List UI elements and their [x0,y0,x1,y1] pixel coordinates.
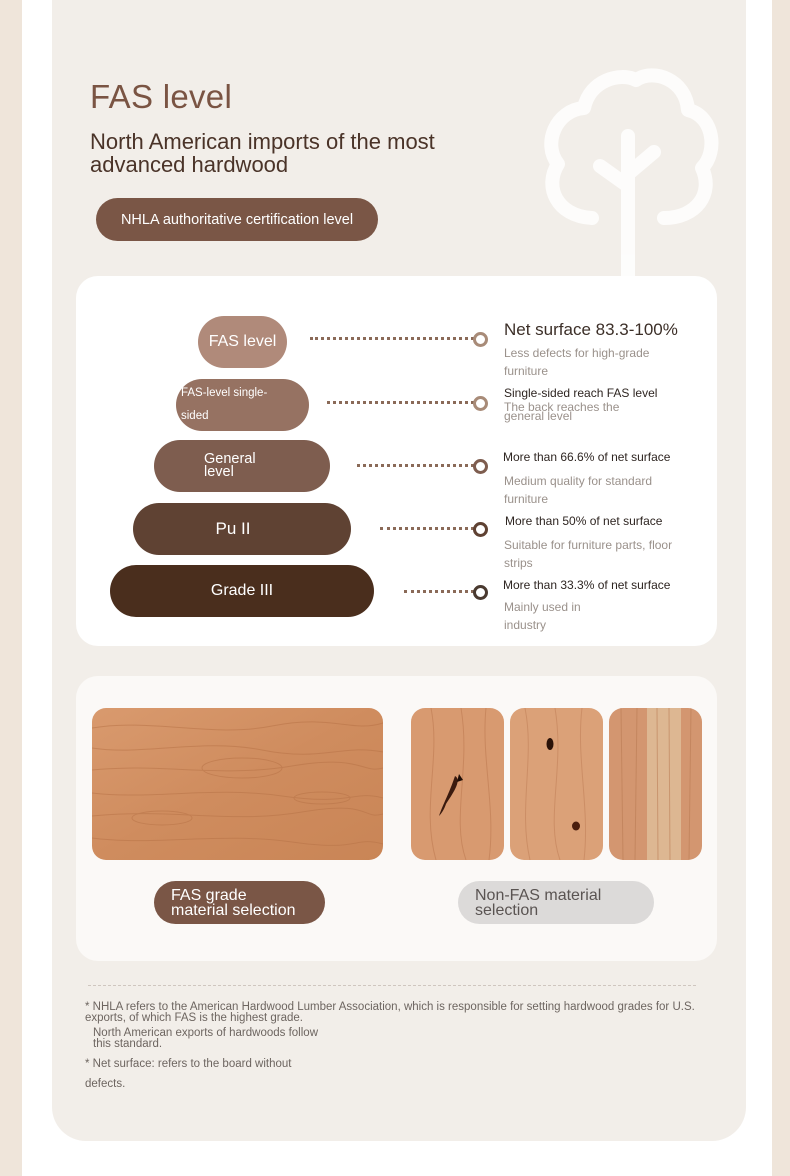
grade-desc: Less defects for high-grade furniture [504,346,650,378]
connector-dot [473,522,488,537]
footnote-nhla-line4: this standard. [93,1038,163,1050]
footnote-nhla-line2: exports, of which FAS is the highest grade. [85,1012,303,1024]
connector-dot [473,585,488,600]
nonfas-wood-image-3 [609,708,702,860]
tree-icon [536,66,720,280]
nonfas-wood-image-1 [411,708,504,860]
nonfas-selection-label [458,881,654,924]
grade-head: More than 66.6% of net surface [503,450,671,464]
connector-dot [473,332,488,347]
grade-label: Grade III [210,582,274,599]
grade-label: FAS-level single-sided [181,387,268,422]
nonfas-label-line2: selection [475,901,539,919]
nonfas-label-line1: Non-FAS material [475,886,602,904]
grade-desc: Medium quality for standard furniture [504,474,653,506]
connector-dot [473,396,488,411]
fas-label-line2: material selection [171,901,296,919]
divider [88,985,696,986]
connector-line [404,590,474,593]
footnote-net-surface-line1: * Net surface: refers to the board without [85,1058,292,1070]
grade-fas [198,316,287,368]
grade-desc: Mainly used in industry [504,600,581,632]
footnote-nhla-line1: * NHLA refers to the American Hardwood Lumber Association, which is responsible for setting hardwood grades for U.S. [85,1001,695,1013]
grade-head: More than 50% of net surface [505,514,663,528]
connector-dot [473,459,488,474]
fas-label-line1: FAS grade [171,886,247,904]
grade-iii [110,565,374,617]
nonfas-wood-image-2 [510,708,603,860]
grade-general [154,440,330,492]
grade-head: Single-sided reach FAS level [504,386,658,400]
grade-desc: Suitable for furniture parts, floor strips [504,538,673,570]
connector-line [327,401,474,404]
grade-head: Net surface 83.3-100% [504,320,678,339]
footnote-nhla-line3: North American exports of hardwoods follow [93,1027,318,1039]
grade-fas-single-sided [176,379,309,431]
grade-label: Pu II [215,519,251,538]
page-subtitle: North American imports of the most advanced hardwood [90,129,435,177]
grade-desc: The back reaches the general level [504,400,620,423]
fas-selection-label [154,881,325,924]
connector-line [310,337,474,340]
grade-label: FAS level [208,333,277,350]
page-title: FAS level [90,78,233,115]
grade-pu-ii [133,503,351,555]
certification-badge: NHLA authoritative certification level [96,198,378,241]
connector-line [357,464,474,467]
grade-label: General level [204,451,256,480]
fas-wood-image [92,708,383,860]
connector-line [380,527,474,530]
footnote-net-surface-line2: defects. [85,1078,126,1090]
grade-head: More than 33.3% of net surface [503,578,671,592]
